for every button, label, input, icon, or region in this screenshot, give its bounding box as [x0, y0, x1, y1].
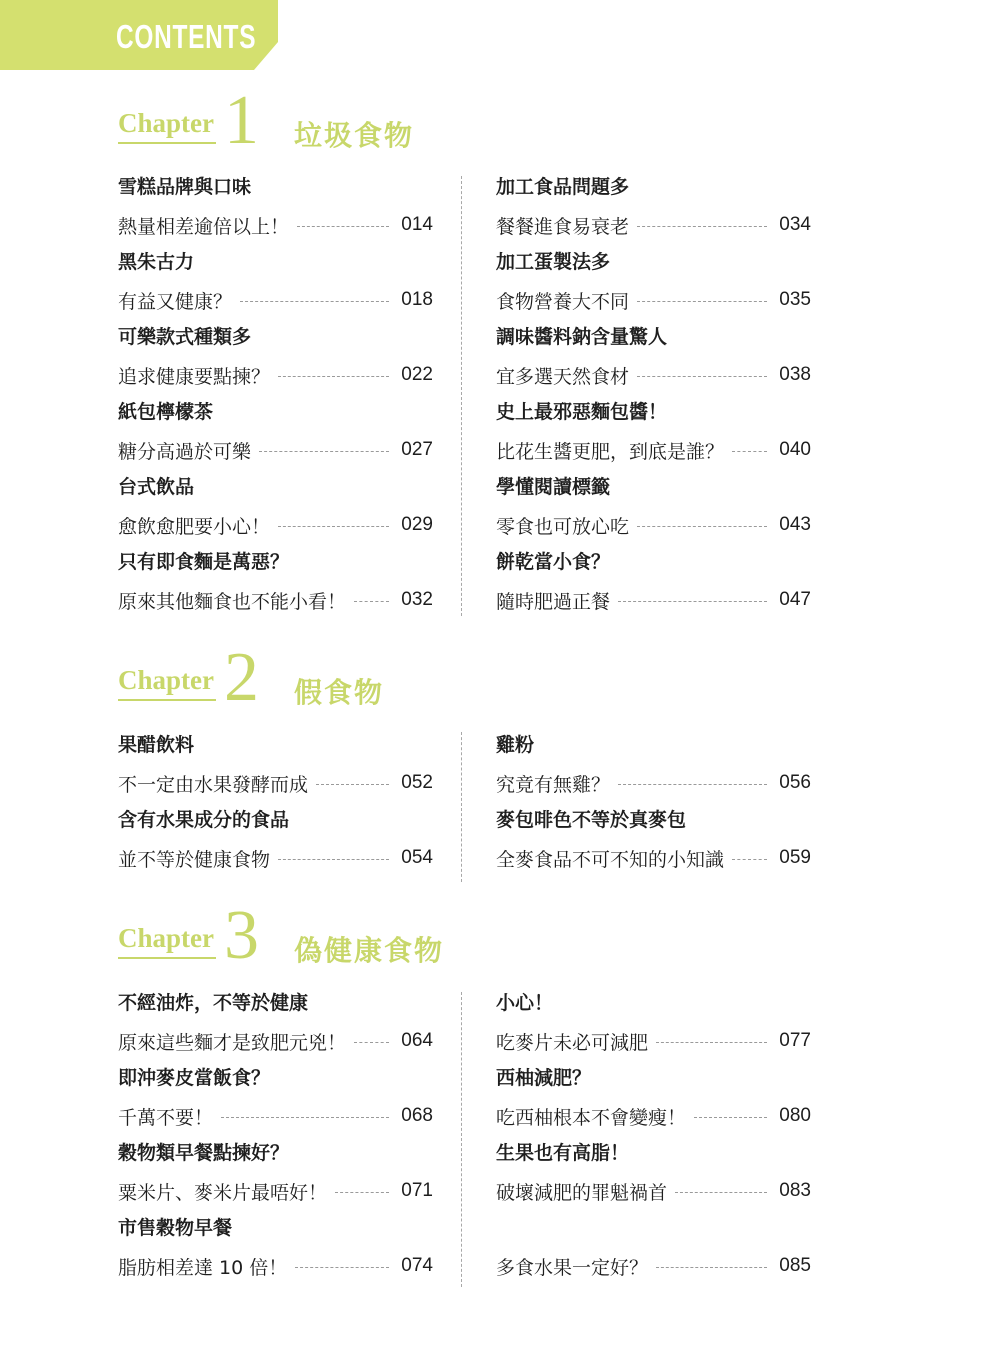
- entry-subtitle: 粟米片、麥米片最唔好！: [118, 1181, 328, 1204]
- chapter-2-heading: [118, 639, 718, 725]
- chapter-word: Chapter: [118, 923, 214, 953]
- chapter-2-left-column: [118, 733, 433, 883]
- toc-entry[interactable]: [118, 550, 433, 625]
- entry-subtitle: 並不等於健康食物: [118, 848, 271, 871]
- dotted-leader: [259, 451, 389, 452]
- chapter-title: 假食物: [294, 676, 385, 709]
- page-number: 034: [779, 214, 811, 235]
- page-number: 068: [401, 1105, 433, 1126]
- toc-entry[interactable]: [496, 175, 811, 250]
- entry-title: 即沖麥皮當飯食？: [118, 1067, 271, 1089]
- dotted-leader: [732, 451, 767, 452]
- dotted-leader: [656, 1267, 767, 1268]
- chapter-3-left-column: [118, 991, 433, 1291]
- chapter-3-right-column: [496, 991, 811, 1291]
- dotted-leader: [618, 601, 767, 602]
- chapter-underline: [118, 142, 216, 144]
- chapter-1-left-column: [118, 175, 433, 625]
- entry-subtitle: 比花生醬更肥，到底是誰？: [496, 440, 725, 463]
- chapter-2-right-column: [496, 733, 811, 883]
- entry-title: 黑朱古力: [118, 251, 195, 273]
- entry-subtitle: 脂肪相差達 10 倍！: [118, 1256, 288, 1279]
- entry-subtitle: 隨時肥過正餐: [496, 590, 611, 613]
- dotted-leader: [316, 784, 389, 785]
- toc-entry[interactable]: [118, 250, 433, 325]
- column-divider: [461, 992, 462, 1287]
- entry-title: 雞粉: [496, 734, 535, 756]
- entry-title: 穀物類早餐點揀好？: [118, 1142, 290, 1164]
- page-number: 032: [401, 589, 433, 610]
- chapter-1-right-column: [496, 175, 811, 625]
- page-number: 043: [779, 514, 811, 535]
- page-number: 071: [401, 1180, 433, 1201]
- dotted-leader: [295, 1267, 389, 1268]
- entry-title: 餅乾當小食？: [496, 551, 611, 573]
- entry-title: 學懂閱讀標籤: [496, 476, 611, 498]
- entry-title: 生果也有高脂！: [496, 1142, 630, 1164]
- dotted-leader: [354, 601, 389, 602]
- entry-subtitle: 全麥食品不可不知的小知識: [496, 848, 725, 871]
- dotted-leader: [335, 1192, 389, 1193]
- page-number: 052: [401, 772, 433, 793]
- entry-subtitle: 原來其他麵食也不能小看！: [118, 590, 347, 613]
- entry-subtitle: 究竟有無雞？: [496, 773, 611, 796]
- toc-entry[interactable]: [496, 475, 811, 550]
- chapter-3-heading: [118, 897, 718, 983]
- chapter-1-heading: [118, 82, 718, 168]
- toc-entry[interactable]: [118, 475, 433, 550]
- page-number: 085: [779, 1255, 811, 1276]
- chapter-number: 2: [224, 639, 259, 716]
- page-number: 083: [779, 1180, 811, 1201]
- entry-title: 可樂款式種類多: [118, 326, 252, 348]
- page-number: 056: [779, 772, 811, 793]
- toc-entry[interactable]: [496, 1141, 811, 1216]
- entry-subtitle: 愈飲愈肥要小心！: [118, 515, 271, 538]
- dotted-leader: [675, 1192, 767, 1193]
- entry-title: 雪糕品牌與口味: [118, 176, 252, 198]
- entry-title: 調味醬料鈉含量驚人: [496, 326, 668, 348]
- chapter-title: 垃圾食物: [294, 119, 415, 152]
- entry-title: 加工蛋製法多: [496, 251, 611, 273]
- page-number: 064: [401, 1030, 433, 1051]
- page-number: 040: [779, 439, 811, 460]
- entry-subtitle: 餐餐進食易衰老: [496, 215, 630, 238]
- toc-entry[interactable]: [118, 1141, 433, 1216]
- toc-entry[interactable]: [118, 733, 433, 808]
- dotted-leader: [656, 1042, 767, 1043]
- page-number: 077: [779, 1030, 811, 1051]
- dotted-leader: [637, 526, 767, 527]
- dotted-leader: [732, 859, 767, 860]
- toc-entry[interactable]: [496, 250, 811, 325]
- column-divider: [461, 732, 462, 882]
- entry-title: 西柚減肥？: [496, 1067, 592, 1089]
- entry-subtitle: 熱量相差逾倍以上！: [118, 215, 290, 238]
- dotted-leader: [297, 226, 389, 227]
- page-number: 027: [401, 439, 433, 460]
- page-number: 059: [779, 847, 811, 868]
- page-number: 080: [779, 1105, 811, 1126]
- entry-subtitle: 多食水果一定好？: [496, 1256, 649, 1279]
- page-number: 035: [779, 289, 811, 310]
- chapter-number: 1: [224, 82, 259, 159]
- page-number: 074: [401, 1255, 433, 1276]
- toc-entry[interactable]: [118, 325, 433, 400]
- dotted-leader: [240, 301, 389, 302]
- entry-title: 只有即食麵是萬惡？: [118, 551, 290, 573]
- dotted-leader: [637, 376, 767, 377]
- toc-entry[interactable]: [496, 1216, 811, 1291]
- entry-subtitle: 零食也可放心吃: [496, 515, 630, 538]
- entry-title: 史上最邪惡麵包醬！: [496, 401, 668, 423]
- chapter-underline: [118, 699, 216, 701]
- toc-entry[interactable]: [118, 1066, 433, 1141]
- page-number: 022: [401, 364, 433, 385]
- entry-subtitle: 吃西柚根本不會變瘦！: [496, 1106, 687, 1129]
- chapter-title: 偽健康食物: [294, 934, 445, 967]
- toc-entry[interactable]: [118, 808, 433, 883]
- page-number: 038: [779, 364, 811, 385]
- entry-title: 紙包檸檬茶: [118, 401, 214, 423]
- toc-entry[interactable]: [118, 1216, 433, 1291]
- toc-entry[interactable]: [496, 550, 811, 625]
- entry-title: 含有水果成分的食品: [118, 809, 290, 831]
- dotted-leader: [278, 859, 389, 860]
- dotted-leader: [637, 226, 767, 227]
- dotted-leader: [354, 1042, 389, 1043]
- toc-entry[interactable]: [118, 991, 433, 1066]
- page-number: 047: [779, 589, 811, 610]
- toc-entry[interactable]: [496, 808, 811, 883]
- column-divider: [461, 176, 462, 616]
- page-number: 018: [401, 289, 433, 310]
- toc-entry[interactable]: [118, 400, 433, 475]
- entry-title: 麥包啡色不等於真麥包: [496, 809, 687, 831]
- chapter-number: 3: [224, 897, 259, 974]
- toc-entry[interactable]: [496, 1066, 811, 1141]
- chapter-word: Chapter: [118, 108, 214, 138]
- dotted-leader: [278, 376, 389, 377]
- toc-entry[interactable]: [496, 991, 811, 1066]
- chapter-word: Chapter: [118, 665, 214, 695]
- toc-entry[interactable]: [496, 325, 811, 400]
- dotted-leader: [694, 1117, 767, 1118]
- page-number: 014: [401, 214, 433, 235]
- toc-entry[interactable]: [118, 175, 433, 250]
- dotted-leader: [618, 784, 767, 785]
- entry-subtitle: 千萬不要！: [118, 1106, 214, 1129]
- toc-entry[interactable]: [496, 733, 811, 808]
- entry-subtitle: 有益又健康？: [118, 290, 233, 313]
- entry-subtitle: 追求健康要點揀？: [118, 365, 271, 388]
- entry-title: 果醋飲料: [118, 734, 195, 756]
- entry-subtitle: 原來這些麵才是致肥元兇！: [118, 1031, 347, 1054]
- dotted-leader: [278, 526, 389, 527]
- entry-title: 台式飲品: [118, 476, 195, 498]
- dotted-leader: [637, 301, 767, 302]
- entry-title: 市售穀物早餐: [118, 1217, 233, 1239]
- entry-title: 小心！: [496, 992, 554, 1014]
- entry-subtitle: 食物營養大不同: [496, 290, 630, 313]
- entry-title: 加工食品問題多: [496, 176, 630, 198]
- entry-subtitle: 宜多選天然食材: [496, 365, 630, 388]
- entry-subtitle: 糖分高過於可樂: [118, 440, 252, 463]
- page-number: 054: [401, 847, 433, 868]
- entry-title: 不經油炸，不等於健康: [118, 992, 309, 1014]
- toc-entry[interactable]: [496, 400, 811, 475]
- entry-subtitle: 吃麥片未必可減肥: [496, 1031, 649, 1054]
- dotted-leader: [221, 1117, 389, 1118]
- chapter-underline: [118, 957, 216, 959]
- page-number: 029: [401, 514, 433, 535]
- contents-heading: CONTENTS: [116, 18, 257, 55]
- entry-subtitle: 破壞減肥的罪魁禍首: [496, 1181, 668, 1204]
- entry-subtitle: 不一定由水果發酵而成: [118, 773, 309, 796]
